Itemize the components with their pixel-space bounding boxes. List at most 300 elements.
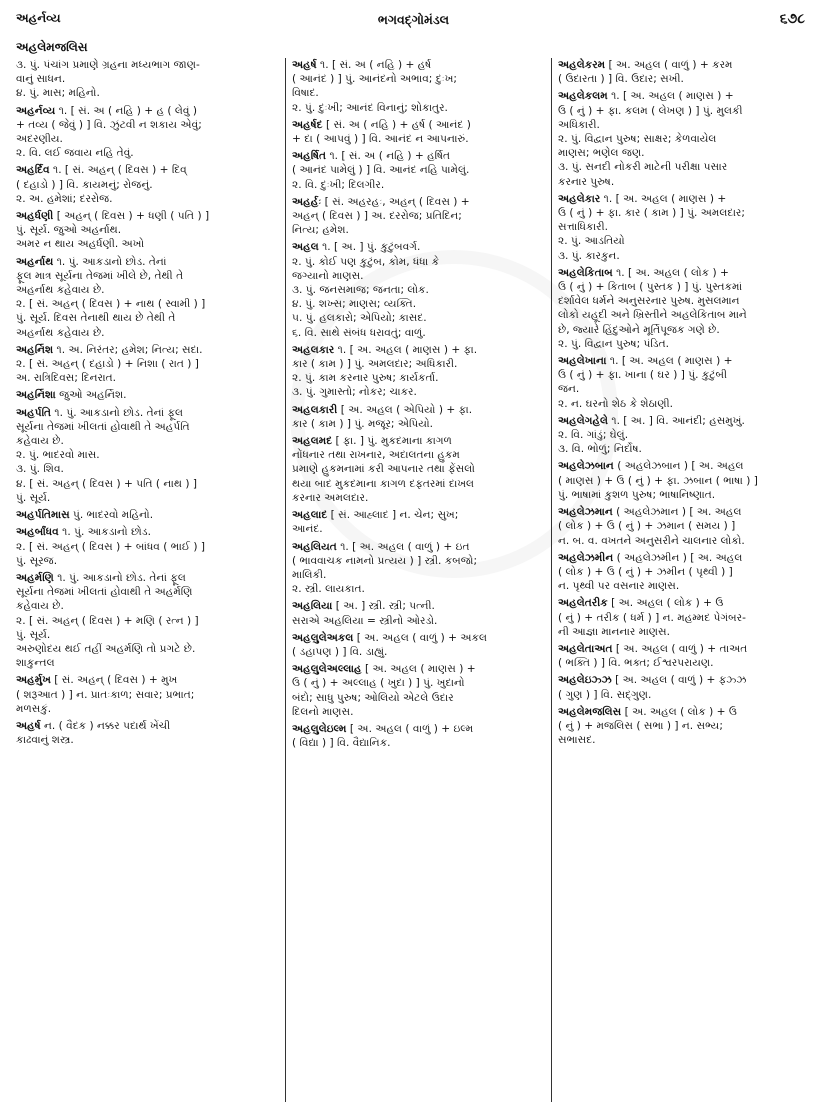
entry-text: નિત્ય; હમેશ.	[292, 224, 349, 237]
entry-line	[16, 104, 279, 118]
entry-line	[292, 149, 545, 163]
entry-line	[16, 178, 279, 192]
entry-text: ૧. પું. આકડાનો છોડ. તેનાં	[56, 255, 167, 268]
entry-line	[558, 280, 811, 294]
entry-headword: અહલ	[292, 241, 319, 254]
entry-text: ૧. [ સં. અ ( નહિ ) + હર્ષ	[320, 59, 432, 71]
entry-text: પું. સૂર્ય. જુઓ અહર્નાથ.	[16, 224, 122, 237]
entry-line	[558, 266, 811, 280]
column-2	[286, 58, 552, 1102]
entry-text: ૪. [ સં. અહન્ ( દિવસ ) + પતિ ( નાથ ) ]	[16, 477, 197, 490]
entry-line	[558, 206, 811, 220]
entry-line	[292, 371, 545, 385]
entry-line	[16, 343, 279, 357]
entry-headword: અહલિયત	[292, 540, 337, 553]
entry-line	[16, 118, 279, 132]
entry-line	[16, 388, 279, 402]
dictionary-entry	[292, 508, 545, 536]
entry-text: ઉ ( નું ) + ફા. ખાના ( ઘર ) ] પું. કુટુંબી	[558, 369, 727, 382]
entry-text: ૩. વિ. ભોળું; નિર્દોષ.	[558, 443, 642, 456]
dictionary-entry	[16, 719, 279, 747]
entry-line	[558, 428, 811, 442]
entry-headword: અહલેઝબાન	[558, 460, 614, 473]
entry-text: ૧. [ સં. અહન્ ( દિવસ ) + દિવ્	[53, 164, 187, 177]
entry-text: શાકુન્તલ	[16, 657, 55, 670]
entry-text: કરનાર પુરુષ.	[558, 175, 615, 188]
entry-text: કાર ( કામ ) ] પું. અમલદાર; અધિકારી.	[292, 358, 458, 371]
entry-line	[292, 722, 545, 736]
entry-headword: અહલેકિતાબ	[558, 266, 613, 279]
entry-text: ( ભાવવાચક નામનો પ્રત્યય ) ] સ્ત્રી. કબજો;	[292, 554, 478, 567]
entry-text: ૪. પું. શખ્સ; માણસ; વ્યક્તિ.	[292, 298, 417, 311]
entry-headword: અહર્મણિ	[16, 571, 54, 584]
entry-text: [ અ. અહલ ( વાળું ) + ઇલ્મ	[349, 722, 474, 735]
entry-headword: અહલુલેઇલ્મ	[292, 722, 347, 735]
entry-line	[558, 234, 811, 248]
entry-line	[558, 58, 811, 72]
entry-line	[558, 175, 811, 189]
dictionary-entry	[292, 118, 545, 146]
entry-line	[16, 420, 279, 434]
dictionary-entry	[558, 642, 811, 670]
entry-text: [ સં. આહ્લાદ ] ન. ચેન; સુખ;	[330, 509, 459, 522]
entry-line	[558, 642, 811, 656]
dictionary-entry	[558, 459, 811, 502]
entry-headword: અહલુલેઅકલ	[292, 631, 354, 644]
entry-line	[16, 599, 279, 613]
entry-text: અમર ન થાય અહર્ધણી. અખો	[16, 238, 145, 251]
entry-line	[292, 132, 545, 146]
entry-headword: અહલુલેઅલ્લાહ	[292, 663, 362, 676]
entry-text: ૫. પું. હલકારો; એપિયો; કાસદ.	[292, 312, 427, 325]
entry-line	[292, 691, 545, 705]
column-3	[552, 58, 811, 1102]
entry-line	[16, 614, 279, 628]
entry-line	[16, 311, 279, 325]
entry-text: ( અહલેઝબાન ) [ અ. અહલ	[617, 460, 744, 473]
entry-text: [ અ. અહલ ( લોક ) + ઉ	[624, 705, 737, 718]
entry-line	[292, 343, 545, 357]
entry-text: ( અહલેઝમાન ) [ અ. અહલ	[616, 506, 742, 519]
entry-text: વાનું સાધન.	[16, 73, 66, 86]
entry-headword: અહર્ધણી	[16, 210, 54, 223]
entry-text: ૨. [ સં. અહન્ ( દિવસ ) + બાંધવ ( ભાઈ ) ]	[16, 540, 206, 553]
entry-line	[558, 337, 811, 351]
entry-line	[292, 448, 545, 462]
entry-text: ૨. પું. વિદ્વાન પુરુષ; પંડિત.	[558, 337, 670, 350]
entry-text: વિષાદ.	[292, 87, 319, 100]
dictionary-entry	[558, 596, 811, 639]
entry-line	[292, 676, 545, 690]
entry-line	[558, 397, 811, 411]
entry-line	[558, 146, 811, 160]
entry-line	[16, 585, 279, 599]
entry-headword: અહલકારી	[292, 403, 338, 416]
header-left-guideword: અહર્નવ્ય	[16, 11, 61, 25]
entry-text: ૧. પું. આકડાનો છોડ. તેનાં ફૂલ	[54, 406, 184, 419]
entry-text: ( દહાડો ) ] વિ. કાયમનું; રોજનું.	[16, 178, 153, 191]
entry-text: [ ફા. ] પું. મુકદમાના કાગળ	[335, 435, 452, 448]
entry-line	[16, 58, 279, 72]
entry-text: ૨. પું. ભાદરવો માસ.	[16, 449, 100, 462]
dictionary-entry	[292, 58, 545, 115]
entry-line	[292, 118, 545, 132]
entry-line	[292, 240, 545, 254]
entry-line	[558, 89, 811, 103]
dictionary-entry	[558, 192, 811, 263]
entry-headword: અહર્દિવ	[16, 164, 50, 177]
entry-line	[16, 571, 279, 585]
entry-line	[292, 462, 545, 476]
entry-text: ૨. પું. વિદ્વાન પુરુષ; સાક્ષર; કેળવાયેલ	[558, 133, 717, 146]
entry-text: પું. સૂર્ય.	[16, 491, 51, 504]
entry-line	[558, 104, 811, 118]
entry-line	[292, 297, 545, 311]
entry-text: [ અ. અહલ ( માણસ ) +	[364, 663, 476, 676]
entry-line	[292, 491, 545, 505]
entry-line	[292, 178, 545, 192]
entry-text: ૨. [ સં. અહન્ ( દિવસ ) + નાથ ( સ્વામી ) ]	[16, 298, 206, 311]
entry-line	[16, 448, 279, 462]
dictionary-entry	[558, 266, 811, 351]
entry-line	[16, 719, 279, 733]
entry-text: ૩. પું. સનદી નોકરી માટેની પરીક્ષા પસાર	[558, 161, 728, 174]
entry-line	[16, 146, 279, 160]
entry-text: ( આનંદ પામેલું ) ] વિ. આનંદ નહિ પામેલું.	[292, 164, 470, 177]
entry-text: ૧. [ અ. અહલ ( માણસ ) +	[611, 90, 734, 103]
entry-line	[558, 705, 811, 719]
entry-line	[558, 474, 811, 488]
entry-text: પું. ભાદરવો મહિનો.	[73, 509, 154, 522]
entry-line	[292, 508, 545, 522]
entry-line	[292, 417, 545, 431]
entry-line	[16, 702, 279, 716]
entry-line	[292, 662, 545, 676]
entry-line	[558, 673, 811, 687]
entry-line	[558, 625, 811, 639]
entry-text: ( ઉદારતા ) ] વિ. ઉદાર; સખી.	[558, 73, 684, 86]
entry-text: જગ્યાનો માણસ.	[292, 269, 364, 282]
dictionary-entry	[16, 104, 279, 161]
entry-line	[292, 582, 545, 596]
entry-text: છે, જ્યારે હિંદુઓને મૂર્તિપૂજક ગણે છે.	[558, 323, 720, 336]
entry-headword: અહર્ષદ	[292, 118, 323, 131]
entry-text: [ સં. અહન્ ( દિવસ ) + મુખ	[54, 674, 178, 687]
entry-line	[16, 491, 279, 505]
dictionary-entry	[16, 163, 279, 206]
dictionary-entry	[292, 343, 545, 400]
entry-line	[558, 733, 811, 747]
entry-line	[16, 326, 279, 340]
entry-line	[292, 209, 545, 223]
entry-line	[292, 568, 545, 582]
entry-line	[16, 283, 279, 297]
entry-text: કહેવાય છે.	[16, 435, 64, 448]
entry-line	[16, 209, 279, 223]
entry-text: ( નું ) + મજલિસ ( સભા ) ] ન. સભ્ય;	[558, 719, 723, 732]
dictionary-entry	[16, 209, 279, 252]
entry-text: [ અ. અહલ ( વાળું ) + કરમ	[608, 59, 733, 71]
entry-text: ( શરૂઆત ) ] ન. પ્રાતઃકાળ; સવાર; પ્રભાત;	[16, 688, 195, 701]
entry-line	[558, 192, 811, 206]
entry-text: અહર્નાથ કહેવાય છે.	[16, 326, 105, 339]
entry-headword: અહર્નાથ	[16, 255, 54, 268]
header-book-title: ભગવદ્ગોમંડલ	[377, 12, 450, 27]
entry-text: અ. રાત્રિદિવસ; દિનરાત.	[16, 372, 116, 385]
entry-text: ૩. પું. જનસમાજ; જનતા; લોક.	[292, 284, 429, 297]
entry-text: [ અ. અહલ ( વાળું ) + ફઝ્ઝ	[615, 674, 747, 687]
entry-line	[16, 554, 279, 568]
entry-line	[558, 72, 811, 86]
entry-text: ( આનંદ ) ] પું. આનંદનો અભાવ; દુઃખ;	[292, 73, 457, 86]
entry-line	[16, 297, 279, 311]
entry-text: અહન્ ( દિવસ ) ] અ. દરરોજ; પ્રતિદિન;	[292, 210, 462, 223]
dictionary-entry	[16, 255, 279, 340]
dictionary-entry	[292, 195, 545, 238]
entry-line	[16, 673, 279, 687]
entry-line	[292, 614, 545, 628]
entry-line	[558, 132, 811, 146]
dictionary-entry	[16, 58, 279, 101]
dictionary-entry	[558, 673, 811, 701]
dictionary-entry	[16, 571, 279, 670]
entry-line	[16, 525, 279, 539]
entry-line	[558, 688, 811, 702]
entry-line	[558, 596, 811, 610]
entry-line	[292, 223, 545, 237]
entry-text: અધિકારી.	[558, 118, 600, 131]
entry-line	[292, 477, 545, 491]
entry-text: ૨. વિ. દુઃખી; દિલગીર.	[292, 178, 385, 191]
entry-text: ૨. પું. દુઃખી; આનંદ વિનાનું; શોકાતુર.	[292, 101, 448, 114]
entry-line	[292, 522, 545, 536]
entry-text: સૂર્યના તેજમાં ખીલતાં હોવાથી તે અહર્પતિ	[16, 420, 190, 433]
entry-text: ૨. પું. આડતિયો	[558, 235, 625, 248]
entry-text: ન. બ. વ. વખતને અનુસરીને ચાલનાર લોકો.	[558, 534, 745, 547]
entry-text: ( નું ) + તરીક ( ધર્મ ) ] ન. મહમ્મદ પેગંબર-	[558, 611, 746, 624]
entry-line	[558, 534, 811, 548]
entry-line	[292, 705, 545, 719]
entry-headword: અહર્પતિમાસ	[16, 509, 70, 522]
entry-text: ( લોક ) + ઉ ( નું ) + ઝમાન ( સમય ) ]	[558, 520, 736, 533]
entry-text: ૨. પું. કોઈ પણ કુટુંબ, કોમ, ધંધા કે	[292, 255, 440, 268]
entry-line	[16, 223, 279, 237]
entry-headword: અહલેતરીક	[558, 597, 608, 610]
entry-headword: અહલેકલમ	[558, 90, 608, 103]
entry-text: [ સં. અહરહઃ, અહન્ ( દિવસ ) +	[324, 195, 470, 208]
header-right-guideword: અહલેમજલિસ	[16, 40, 88, 54]
entry-line	[16, 371, 279, 385]
dictionary-entry	[292, 149, 545, 192]
entry-text: સત્તાધિકારી.	[558, 221, 608, 234]
entry-text: કરનાર અમલદાર.	[292, 491, 369, 504]
dictionary-entry	[292, 599, 545, 627]
entry-text: બંદો; સાધુ પુરુષ; ઓલિયો એટલે ઉદાર	[292, 691, 454, 704]
column-1	[16, 58, 286, 1102]
dictionary-entry	[292, 662, 545, 719]
entry-line	[558, 656, 811, 670]
entry-text: ૧. [ અ. ] પું. કુટુંબવર્ગ.	[322, 241, 421, 254]
entry-line	[558, 459, 811, 473]
entry-text: [ અ. અહલ ( વાળું ) + અકલ	[356, 631, 487, 644]
entry-line	[292, 311, 545, 325]
entry-line	[16, 508, 279, 522]
entry-line	[292, 645, 545, 659]
page-header	[16, 10, 811, 32]
dictionary-entry	[16, 343, 279, 386]
entry-text: ૨. વિ. ગાંડું; ઘેલું.	[558, 429, 629, 442]
entry-text: ફૂલ માત્ર સૂર્યના તેજમાં ખીલે છે, તેથી તે	[16, 269, 184, 282]
entry-line	[16, 132, 279, 146]
entry-text: માલિકી.	[292, 568, 327, 581]
entry-text: ૨. વિ. લઈ જવાય નહિ તેવું.	[16, 147, 134, 160]
entry-text: [ અ. અહલ ( લોક ) + ઉ	[611, 597, 724, 610]
entry-text: થયા બાદ મુકદમાના કાગળ દફતરમાં દાખલ	[292, 477, 475, 490]
entry-text: ૧. પું. આકડાનો છોડ.	[62, 526, 151, 539]
entry-text: ૬. વિ. સાથે સંબંધ ધરાવતું; વાળું.	[292, 326, 426, 339]
entry-line	[292, 283, 545, 297]
entry-headword: અહર્ષિત	[292, 150, 327, 163]
entry-headword: અહર્નવ્ય	[16, 104, 56, 117]
entry-headword: અહલેઝમાન	[558, 506, 613, 519]
entry-line	[16, 462, 279, 476]
entry-line	[292, 269, 545, 283]
entry-text: ૨. ન. ઘરનો શેઠ કે શેઠાણી.	[558, 397, 673, 410]
entry-headword: અહલકાર	[292, 343, 335, 356]
entry-line	[16, 688, 279, 702]
entry-text: ૩. પું. પંચાંગ પ્રમાણે ગ્રહના મધ્યભાગ જાણ-	[16, 59, 200, 71]
entry-text: લોકો યહૂદી અને ખ્રિસ્તીને અહલેકિતાબ માને	[558, 309, 747, 322]
entry-text: ૧. [ સં. અ ( નહિ ) + હ ( લેવું )	[58, 104, 197, 117]
entry-text: ( માણસ ) + ઉ ( નું ) + ફા. ઝબાન ( ભાષા ) ]	[558, 474, 758, 487]
entry-headword: અહલેકાર	[558, 192, 601, 205]
dictionary-entry	[558, 58, 811, 86]
entry-text: ૧. [ અ. ] વિ. આનંદી; હસમુખું.	[611, 414, 745, 427]
entry-text: દિલનો માણસ.	[292, 705, 354, 718]
entry-text: સભાસદ.	[558, 734, 596, 747]
entry-line	[16, 86, 279, 100]
entry-line	[558, 719, 811, 733]
entry-text: ૨. [ સં. અહન્ ( દહાડો ) + નિશા ( રાત ) ]	[16, 358, 199, 371]
entry-headword: અહલમદ	[292, 435, 333, 448]
entry-text: [ અ. ] સ્ત્રી. સ્ત્રી; પત્ની.	[335, 600, 435, 613]
entry-text: કાર ( કામ ) ] પું. મજૂર; એપિયો.	[292, 417, 434, 430]
entry-line	[558, 505, 811, 519]
entry-text: ૩. પું. કારકુન.	[558, 249, 620, 262]
entry-text: પું. સૂર્ય. દિવસ તેનાથી થાય છે તેથી તે	[16, 312, 176, 325]
entry-text: પું. ભાષામાં કુશળ પુરુષ; ભાષાનિષ્ણાત.	[558, 488, 716, 501]
entry-line	[558, 565, 811, 579]
entry-line	[558, 308, 811, 322]
entry-text: ની આજ્ઞા માનનાર માણસ.	[558, 625, 670, 638]
entry-line	[292, 540, 545, 554]
entry-text: ( ભક્તિ ) ] વિ. ભક્ત; ઈશ્વરપરાયણ.	[558, 657, 714, 670]
entry-line	[16, 642, 279, 656]
entry-line	[558, 579, 811, 593]
entry-line	[292, 434, 545, 448]
entry-text: ૨. [ સં. અહન્ ( દિવસ ) + મણિ ( રત્ન ) ]	[16, 614, 199, 627]
entry-line	[558, 442, 811, 456]
entry-headword: અહર્નિશા	[16, 389, 56, 402]
entry-text: ૧. [ સં. અ ( નહિ ) + હર્ષિત	[329, 150, 451, 163]
entry-line	[292, 631, 545, 645]
entry-line	[558, 488, 811, 502]
entry-line	[16, 255, 279, 269]
dictionary-entry	[558, 89, 811, 188]
entry-text: ૩. પું. ગુમાસ્તો; નોકર; ચાકર.	[292, 386, 417, 399]
entry-line	[292, 357, 545, 371]
entry-text: ૧. [ અ. અહલ ( વાળું ) + ઇત	[340, 540, 470, 553]
entry-text: ( અહલેઝમીન ) [ અ. અહલ	[616, 551, 743, 564]
entry-line	[292, 86, 545, 100]
entry-line	[558, 551, 811, 565]
entry-headword: અહર્નિશ	[16, 343, 54, 356]
entry-headword: અહલેગહેલે	[558, 414, 608, 427]
entry-line	[292, 326, 545, 340]
entry-text: મળસકું.	[16, 702, 52, 715]
entry-headword: અહલિયા	[292, 600, 333, 613]
entry-text: ૨. અ. હમેશાં; દરરોજ.	[16, 192, 113, 205]
entry-text: ૧. અ. નિરંતર; હમેશ; નિત્ય; સદા.	[56, 343, 203, 356]
entry-text: ( લોક ) + ઉ ( નું ) + ઝમીન ( પૃથ્વી ) ]	[558, 565, 733, 578]
entry-line	[558, 160, 811, 174]
dictionary-entry	[558, 414, 811, 457]
entry-text: ૧. [ અ. અહલ ( લોક ) +	[616, 266, 729, 279]
entry-line	[292, 736, 545, 750]
entry-line	[16, 477, 279, 491]
entry-line	[558, 249, 811, 263]
entry-line	[558, 118, 811, 132]
entry-line	[16, 656, 279, 670]
entry-headword: અહર્મુખ	[16, 674, 51, 687]
dictionary-entry	[16, 388, 279, 402]
entry-headword: અહર્પતિ	[16, 406, 52, 419]
entry-text: પું. સૂરજ.	[16, 554, 58, 567]
entry-line	[16, 357, 279, 371]
entry-line	[16, 163, 279, 177]
dictionary-entry	[16, 508, 279, 522]
entry-line	[558, 611, 811, 625]
entry-text: ઉ ( નું ) + કિતાબ ( પુસ્તક ) ] પું. પુસ્તકમાં	[558, 281, 743, 294]
entry-text: પું. સૂર્ય.	[16, 628, 51, 641]
entry-text: ઉ ( નું ) + ફા. કાર ( કામ ) ] પું. અમલદાર;	[558, 207, 745, 220]
entry-line	[558, 519, 811, 533]
entry-line	[16, 628, 279, 642]
dictionary-entry	[16, 673, 279, 716]
dictionary-entry	[558, 505, 811, 548]
entry-line	[558, 220, 811, 234]
entry-text: [ સં. અ ( નહિ ) + હર્ષ ( આનંદ )	[325, 118, 471, 131]
dictionary-entry	[292, 722, 545, 750]
entry-text: સરાએ અહલિયા = સ્ત્રીનો ઓરડો.	[292, 614, 438, 627]
entry-text: ન. ( વૈદક ) નક્કર પદાર્થ ખેંચી	[44, 719, 171, 732]
entry-text: સૂર્યના તેજમાં ખીલતાં હોવાથી તે અહર્મણિ	[16, 586, 193, 599]
entry-line	[292, 255, 545, 269]
entry-line	[16, 406, 279, 420]
entry-text: ઉ ( નું ) + ફા. કલમ ( લેખણ ) ] પું. મુલકી	[558, 104, 743, 117]
entry-headword: અહલેઇઝ્ઝ	[558, 674, 612, 687]
entry-line	[558, 354, 811, 368]
dictionary-entry	[292, 240, 545, 339]
entry-text: + તવ્ય ( જેવું ) ] વિ. ઝુંટવી ન શકાય એવું;	[16, 118, 202, 131]
entry-line	[558, 368, 811, 382]
entry-text: ૧. પું. આકડાનો છોડ. તેનાં ફૂલ	[57, 571, 186, 584]
entry-text: અદરણીય.	[16, 133, 63, 146]
entry-text: ૪. પું. માસ; મહિનો.	[16, 87, 100, 100]
entry-text: ૨. પું. કામ કરનાર પુરુષ; કાર્યકર્તા.	[292, 372, 439, 385]
entry-text: ૨. સ્ત્રી. લાયકાત.	[292, 583, 365, 596]
entry-line	[16, 269, 279, 283]
